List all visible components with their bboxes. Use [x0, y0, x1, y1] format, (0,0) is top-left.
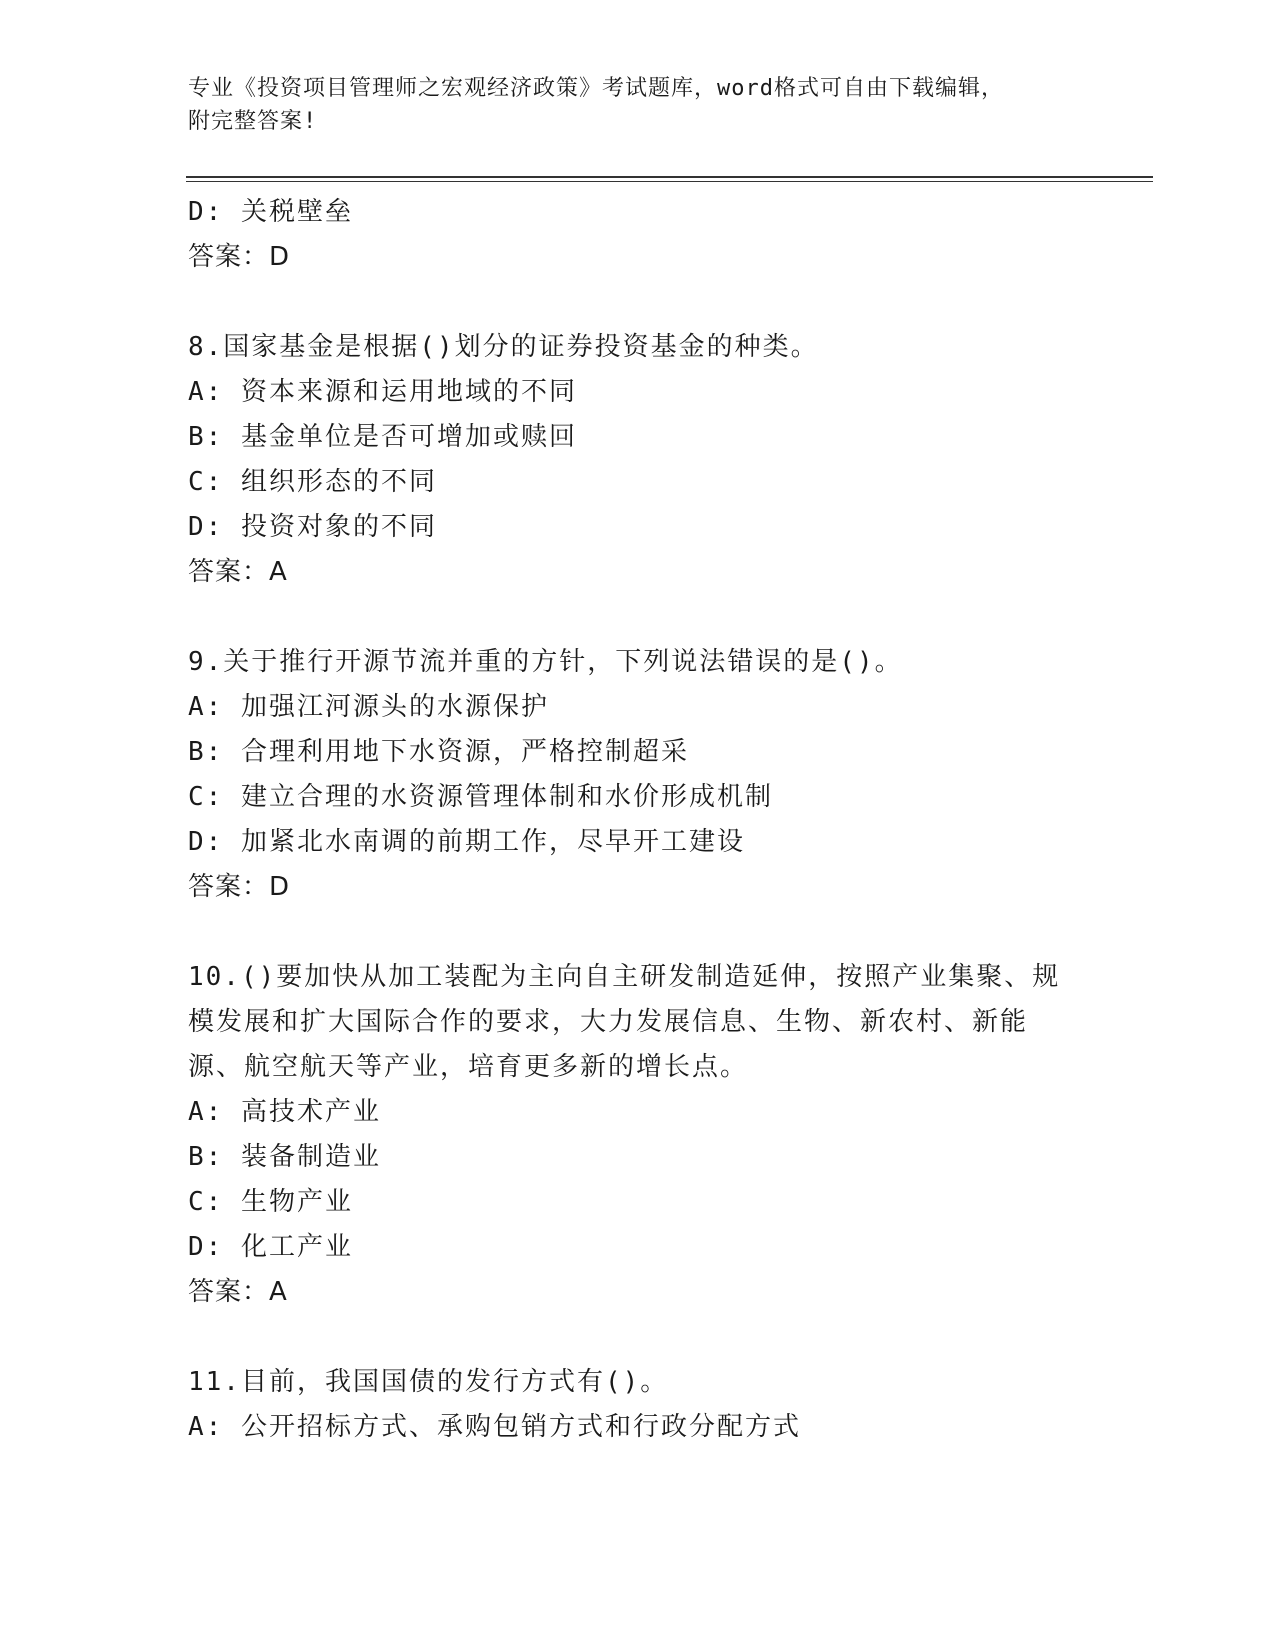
answer-line: 答案：D	[188, 872, 291, 902]
option-d: D: 投资对象的不同	[188, 512, 437, 542]
header-rule-thin	[186, 181, 1153, 182]
option-a: A: 加强江河源头的水源保护	[188, 692, 549, 722]
question-stem: 9.关于推行开源节流并重的方针，下列说法错误的是()。	[188, 647, 903, 677]
question-9	[188, 640, 1088, 910]
question-8	[188, 325, 1088, 595]
option-d: D: 化工产业	[188, 1232, 353, 1262]
option-d: D: 关税壁垒	[188, 197, 353, 227]
spacer	[188, 910, 1088, 955]
question-stem-line-2: 模发展和扩大国际合作的要求，大力发展信息、生物、新农村、新能	[188, 1007, 1029, 1037]
option-a: A: 公开招标方式、承购包销方式和行政分配方式	[188, 1412, 801, 1442]
option-c: C: 建立合理的水资源管理体制和水价形成机制	[188, 782, 773, 812]
answer-line: 答案：A	[188, 1277, 288, 1307]
option-b: B: 基金单位是否可增加或赎回	[188, 422, 577, 452]
option-a: A: 资本来源和运用地域的不同	[188, 377, 577, 407]
option-c: C: 生物产业	[188, 1187, 353, 1217]
spacer	[188, 595, 1088, 640]
option-c: C: 组织形态的不同	[188, 467, 437, 497]
question-10	[188, 955, 1088, 1315]
option-a: A: 高技术产业	[188, 1097, 381, 1127]
header-rule-thick	[186, 176, 1153, 178]
option-d: D: 加紧北水南调的前期工作，尽早开工建设	[188, 827, 745, 857]
question-stem-line-1: 10.()要加快从加工装配为主向自主研发制造延伸，按照产业集聚、规	[188, 962, 1061, 992]
question-11	[188, 1360, 1088, 1450]
header-line-1: 专业《投资项目管理师之宏观经济政策》考试题库，word格式可自由下载编辑，	[188, 76, 1004, 101]
header-line-2: 附完整答案!	[188, 109, 318, 134]
question-stem: 11.目前，我国国债的发行方式有()。	[188, 1367, 669, 1397]
answer-line: 答案：A	[188, 557, 288, 587]
question-stem-line-3: 源、航空航天等产业，培育更多新的增长点。	[188, 1052, 749, 1082]
question-list	[188, 190, 1088, 1450]
spacer	[188, 280, 1088, 325]
question-stem: 8.国家基金是根据()划分的证券投资基金的种类。	[188, 332, 819, 362]
spacer	[188, 1315, 1088, 1360]
option-b: B: 合理利用地下水资源，严格控制超采	[188, 737, 689, 767]
question-prev	[188, 190, 1088, 280]
option-b: B: 装备制造业	[188, 1142, 381, 1172]
answer-line: 答案：D	[188, 242, 291, 272]
page-header	[188, 72, 1088, 138]
